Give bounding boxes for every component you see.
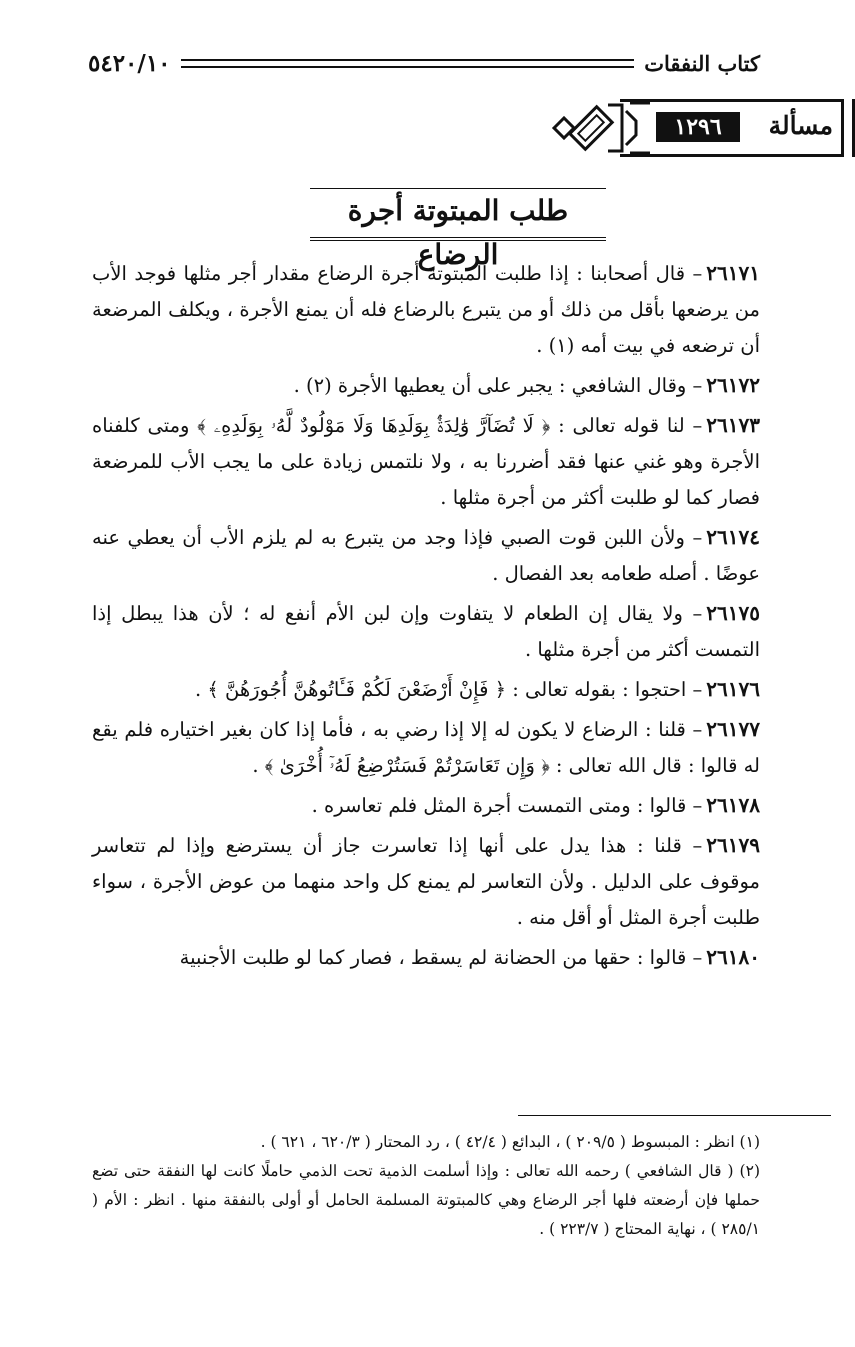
paragraph-text: – قال أصحابنا : إذا طلبت المبتوتة أجرة الرضاع مقدار أجر مثلها فوجد الأب من يرضعها بأقل من ذلك أو من يتبرع بالرضاع فله أن يمنع الأجرة ، ويكلف المرضعة أن ترضعه في بيت أمه (١) . (92, 262, 760, 357)
paragraph-number: ٢٦١٨٠ (706, 945, 760, 969)
masala-label: مسألة (768, 111, 833, 140)
paragraph (92, 255, 760, 364)
paragraph-number: ٢٦١٧٥ (706, 601, 760, 625)
banner-bottom-rule (620, 154, 843, 157)
paragraph-number: ٢٦١٧٢ (706, 373, 760, 397)
ornament-icon (550, 101, 650, 155)
masala-number: ١٢٩٦ (656, 112, 740, 142)
paragraph (92, 595, 760, 668)
paragraph-number: ٢٦١٧٤ (706, 525, 760, 549)
paragraph-number: ٢٦١٧١ (706, 261, 760, 285)
paragraph-text: – لنا قوله تعالى : ﴿ لَا تُضَآرَّ وَٰلِدَةٌۢ بِوَلَدِهَا وَلَا مَوْلُودٌ لَّهُۥ بِوَلَدِهِۦ ﴾ ومتى كلفناه الأجرة وهو غني عنها فقد أضررنا به ، ولا نلتمس زيادة على ما يجب الأب للمرضعة فصار كما لو طلبت أكثر من أجرة مثلها . (92, 414, 760, 509)
paragraph (92, 367, 760, 404)
paragraph-number: ٢٦١٧٣ (706, 413, 760, 437)
footnote-separator (518, 1115, 831, 1116)
paragraph-text: – ولأن اللبن قوت الصبي فإذا وجد من يتبرع به لم يلزم الأب أن يعطي عنه عوضًا . أصله طعامه بعد الفصال . (92, 526, 760, 585)
running-header (88, 46, 760, 80)
paragraph (92, 407, 760, 516)
footnote: (٢) ( قال الشافعي ) رحمه الله تعالى : وإذا أسلمت الذمية تحت الذمي حاملًا كانت لها النفقة حتى تضع حملها فإن أرضعته فلها أجر الرضاع وهي كالمبتوتة المسلمة الحامل أو أولى بالنفقة منها . انظر : الأم ( ٢٨٥/١ ) ، نهاية المحتاج ( ٢٢٣/٧ ) . (92, 1162, 760, 1238)
paragraph-text: – احتجوا : بقوله تعالى : ﴿ فَإِنْ أَرْضَعْنَ لَكُمْ فَـَٔاتُوهُنَّ أُجُورَهُنَّ ﴾ . (194, 678, 703, 701)
paragraph-number: ٢٦١٧٦ (706, 677, 760, 701)
paragraph (92, 671, 760, 708)
book-title: كتاب النفقات (644, 50, 760, 76)
paragraph (92, 827, 760, 936)
paragraph-text: – قلنا : هذا يدل على أنها إذا تعاسرت جاز أن يسترضع وإذا لم تتعاسر موقوف على الدليل . ولأن التعاسر لم يمنع كل واحد منهما من عوض الأجرة ، سواء طلبت أجرة المثل أو أقل منه . (92, 834, 760, 929)
paragraph-text: – قلنا : الرضاع لا يكون له إلا إذا رضي به ، فأما إذا كان بغير اختياره فلم يقع له قالوا : قال الله تعالى : ﴿ وَإِن تَعَاسَرْتُمْ فَسَتُرْضِعُ لَهُۥٓ أُخْرَىٰ ﴾ . (92, 718, 760, 777)
footnotes (92, 1128, 760, 1244)
footnote: (١) انظر : المبسوط ( ٢٠٩/٥ ) ، البدائع ( ٤٢/٤ ) ، رد المحتار ( ٦٢٠/٣ ، ٦٢١ ) . (260, 1133, 760, 1151)
paragraph-text: – قالوا : حقها من الحضانة لم يسقط ، فصار كما لو طلبت الأجنبية (179, 946, 703, 969)
paragraph-text: – ولا يقال إن الطعام لا يتفاوت وإن لبن الأم أنفع له ؛ لأن هذا يبطل إذا التمست أكثر من أجرة مثلها . (92, 602, 760, 661)
page-number: ٥٤٢٠/١٠ (88, 49, 171, 77)
paragraph-number: ٢٦١٧٩ (706, 833, 760, 857)
paragraph (92, 519, 760, 592)
paragraph (92, 711, 760, 784)
banner-top-rule (620, 99, 843, 102)
masala-banner (550, 99, 855, 157)
paragraph-number: ٢٦١٧٨ (706, 793, 760, 817)
paragraph (92, 787, 760, 824)
paragraph-text: – وقال الشافعي : يجبر على أن يعطيها الأجرة (٢) . (293, 374, 703, 397)
paragraph-number: ٢٦١٧٧ (706, 717, 760, 741)
chapter-title: طلب المبتوتة أجرة الرضاع (310, 188, 606, 241)
paragraph-text: – قالوا : ومتى التمست أجرة المثل فلم تعاسره . (311, 794, 703, 817)
header-rule (181, 59, 635, 68)
banner-side-bars (841, 99, 855, 157)
paragraph (92, 939, 760, 976)
body-text (92, 255, 760, 979)
